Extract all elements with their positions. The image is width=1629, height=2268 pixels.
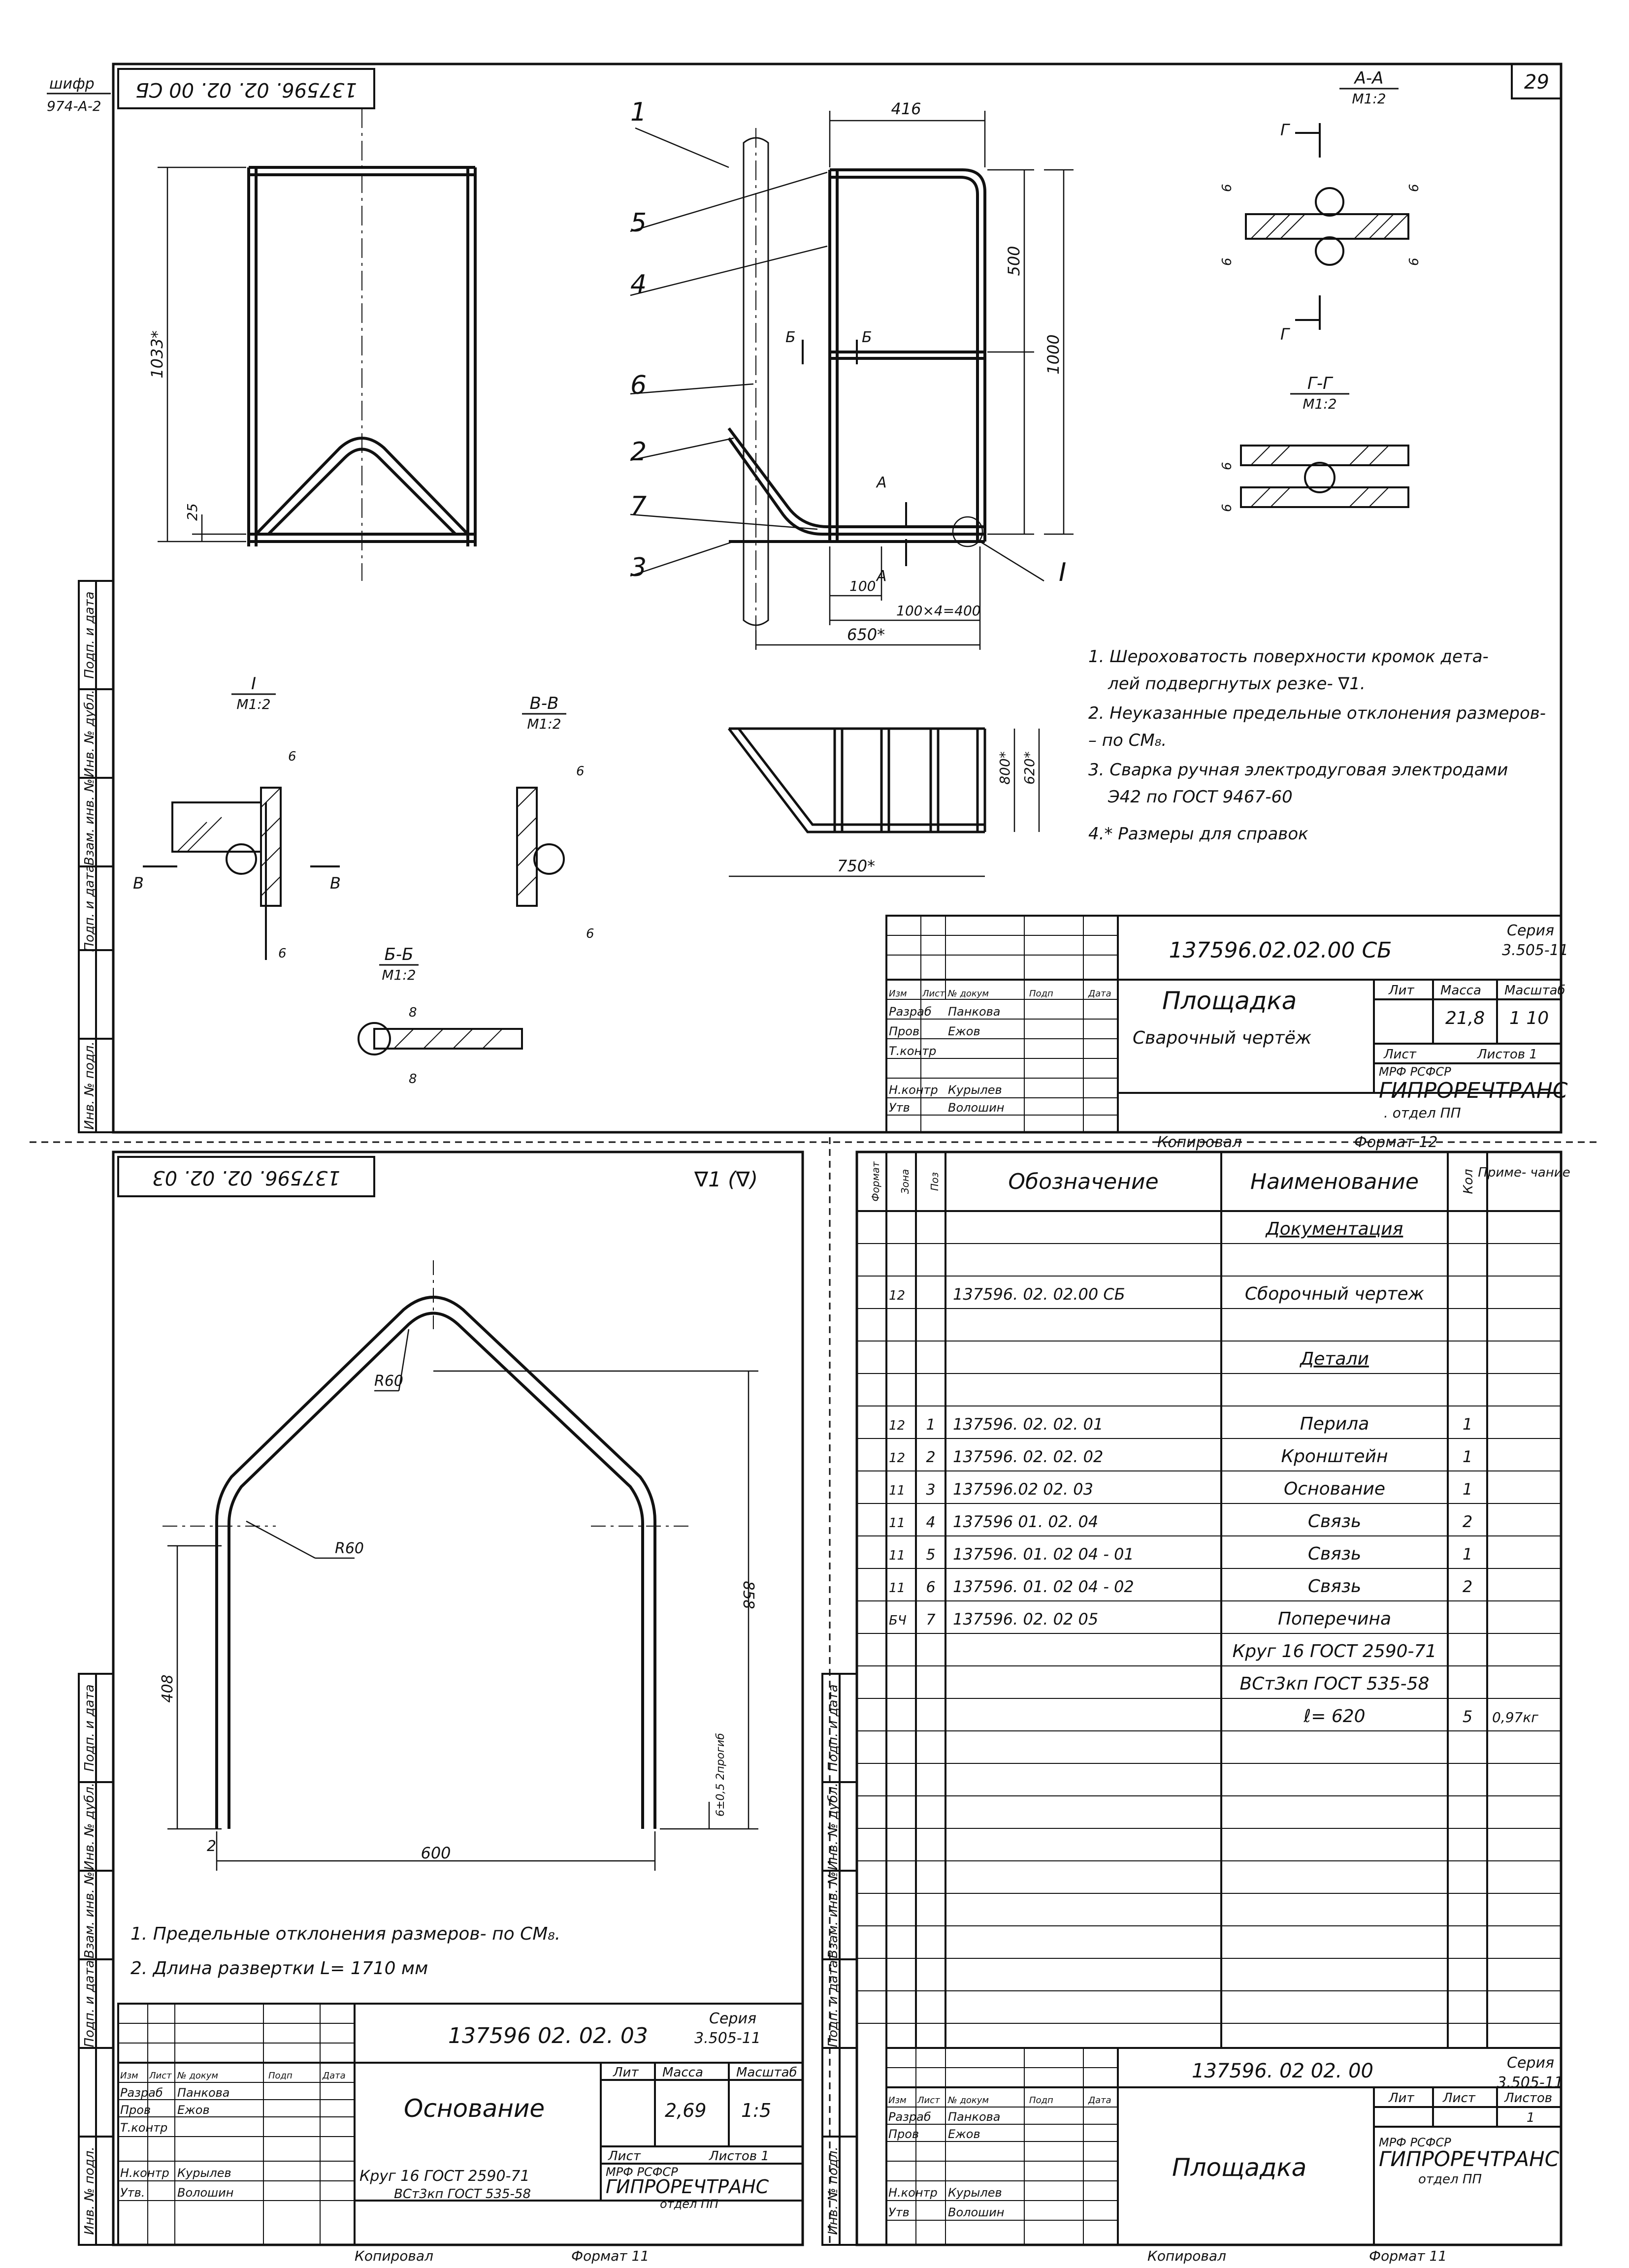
svg-text:1: 1 <box>1527 2110 1535 2125</box>
svg-text:6: 6 <box>576 764 585 779</box>
side-label: Подп. и дата <box>82 1960 97 2047</box>
spec-cell-name: Круг 16 ГОСТ 2590-71 <box>1232 1641 1437 1661</box>
svg-text:3.505-11: 3.505-11 <box>1502 942 1568 959</box>
svg-text:Т.контр: Т.контр <box>889 1044 937 1058</box>
svg-text:Пров: Пров <box>889 1024 920 1038</box>
svg-text:Наименование: Наименование <box>1250 1169 1419 1194</box>
spec-cell-des: 137596. 02. 02 05 <box>953 1610 1099 1629</box>
svg-text:Зона: Зона <box>899 1169 911 1194</box>
svg-text:6: 6 <box>1407 184 1422 192</box>
svg-text:Копировал: Копировал <box>355 2248 433 2264</box>
svg-text:3: 3 <box>630 553 647 582</box>
svg-text:Панкова: Панкова <box>177 2086 230 2100</box>
spec-cell-name: ℓ= 620 <box>1303 1706 1366 1726</box>
svg-text:Дата: Дата <box>1088 989 1111 999</box>
svg-text:№ докум: № докум <box>177 2071 219 2081</box>
dim-100x4: 100×4=400 <box>896 603 981 619</box>
spec-cell-name: Поперечина <box>1277 1609 1392 1629</box>
spec-cell-des: 137596. 01. 02 04 - 02 <box>953 1577 1134 1596</box>
svg-text:Т.контр: Т.контр <box>120 2121 168 2135</box>
svg-text:Лист: Лист <box>917 2095 940 2106</box>
svg-text:отдел ПП: отдел ПП <box>660 2197 719 2211</box>
cut-a-top: А <box>877 474 887 491</box>
svg-text:Поз: Поз <box>929 1172 941 1191</box>
svg-text:8: 8 <box>409 1072 417 1086</box>
spec-cell-des: 137596 01. 02. 04 <box>953 1512 1099 1531</box>
svg-text:Формат 11: Формат 11 <box>1369 2248 1447 2264</box>
svg-text:Ежов: Ежов <box>177 2103 210 2117</box>
side-label: Взам. инв. № <box>82 778 97 866</box>
side-label: Инв. № дубл. <box>82 690 97 777</box>
svg-text:137596. 02. 02. 03: 137596. 02. 02. 03 <box>152 1166 340 1189</box>
svg-text:Серия: Серия <box>709 2010 756 2027</box>
svg-text:ГИПРОРЕЧТРАНС: ГИПРОРЕЧТРАНС <box>1379 1078 1568 1103</box>
svg-text:6: 6 <box>1220 462 1235 470</box>
dim-500: 500 <box>1005 246 1023 276</box>
title-block-03 <box>118 2004 803 2264</box>
dim-800: 800* <box>997 751 1013 785</box>
spec-cell-qty: 5 <box>1462 1707 1473 1726</box>
svg-text:Г: Г <box>1280 325 1289 344</box>
svg-text:Дата: Дата <box>1088 2095 1111 2106</box>
svg-text:М1:2: М1:2 <box>1352 91 1386 107</box>
svg-text:Дата: Дата <box>323 2071 346 2081</box>
svg-text:6: 6 <box>278 946 287 961</box>
svg-text:Б-Б: Б-Б <box>384 945 414 964</box>
spec-cell-fmt: 11 <box>889 1516 906 1531</box>
svg-text:6: 6 <box>288 749 296 764</box>
front-view-dims <box>158 167 246 542</box>
dim-408: 408 <box>159 1674 176 1703</box>
svg-text:Изм: Изм <box>888 2095 907 2106</box>
section-bb <box>358 945 522 1086</box>
spec-cell-fmt: 12 <box>889 1451 906 1466</box>
svg-text:Э42 по ГОСТ 9467-60: Э42 по ГОСТ 9467-60 <box>1108 787 1293 807</box>
dim-650: 650* <box>847 625 885 644</box>
svg-text:I: I <box>251 674 257 694</box>
svg-text:6: 6 <box>1220 504 1235 512</box>
notes-sb <box>1088 647 1546 844</box>
svg-text:В-В: В-В <box>529 694 559 713</box>
base-dims <box>167 1329 758 1871</box>
spec-cell-pos: 4 <box>926 1514 936 1531</box>
svg-text:Разраб: Разраб <box>888 2110 931 2124</box>
svg-text:Курылев: Курылев <box>177 2166 231 2180</box>
svg-text:Ежов: Ежов <box>948 2127 980 2141</box>
svg-text:Волошин: Волошин <box>948 2205 1005 2219</box>
dim-1000: 1000 <box>1044 334 1063 375</box>
section-aa <box>1220 68 1422 344</box>
svg-text:Курылев: Курылев <box>948 2186 1002 2200</box>
stamp-03 <box>118 1157 374 1196</box>
side-label: Инв. № дубл. <box>82 1783 97 1870</box>
detail-i <box>133 674 341 961</box>
svg-text:– по СМ₈.: – по СМ₈. <box>1088 731 1167 750</box>
stamp-sb <box>118 69 374 108</box>
svg-text:Утв: Утв <box>888 2205 910 2219</box>
spec-cell-qty: 1 <box>1462 1447 1473 1466</box>
radius-60-top: R60 <box>374 1373 404 1390</box>
svg-text:шифр: шифр <box>49 75 95 93</box>
svg-text:2. Неуказанные предельные откл: 2. Неуказанные предельные отклонения размеров- <box>1088 703 1546 723</box>
title-block-sb <box>886 916 1568 1151</box>
cut-b-right: Б <box>862 329 872 346</box>
svg-text:Разраб: Разраб <box>889 1005 932 1019</box>
dim-2: 2 <box>207 1838 217 1855</box>
svg-text:Изм: Изм <box>120 2071 138 2081</box>
svg-text:ГИПРОРЕЧТРАНС: ГИПРОРЕЧТРАНС <box>606 2176 769 2198</box>
section-gg <box>1220 374 1408 512</box>
spec-cell-des: 137596. 01. 02 04 - 01 <box>953 1545 1134 1564</box>
notes-03 <box>130 1924 560 1979</box>
svg-text:Лист: Лист <box>149 2071 172 2081</box>
svg-text:А-А: А-А <box>1354 68 1384 88</box>
svg-text:Лит: Лит <box>1389 983 1414 998</box>
svg-text:Панкова: Панкова <box>948 2110 1001 2124</box>
svg-text:Ежов: Ежов <box>948 1024 980 1038</box>
spec-cell-name: Основание <box>1283 1479 1386 1499</box>
side-label: Инв. № дубл. <box>826 1783 841 1870</box>
spec-cell-qty: 1 <box>1462 1545 1473 1564</box>
side-label: Взам. инв. № <box>826 1871 841 1959</box>
spec-cell-fmt: 11 <box>889 1581 906 1596</box>
spec-cell-name: Детали <box>1300 1349 1369 1369</box>
spec-cell-fmt: 11 <box>889 1483 906 1498</box>
dim-1033: 1033* <box>148 330 166 379</box>
svg-text:МРФ РСФСР: МРФ РСФСР <box>606 2165 678 2179</box>
svg-text:8: 8 <box>409 1005 417 1020</box>
cut-marks <box>803 340 906 566</box>
page-number <box>1512 64 1561 98</box>
front-view <box>249 108 475 581</box>
svg-text:Утв: Утв <box>889 1101 910 1115</box>
svg-text:Лист: Лист <box>922 989 945 999</box>
spec-cell-qty: 1 <box>1462 1415 1473 1434</box>
dim-600: 600 <box>421 1844 451 1862</box>
svg-text:Копировал: Копировал <box>1147 2248 1226 2264</box>
svg-text:Н.контр: Н.контр <box>120 2166 169 2180</box>
svg-text:Листов 1: Листов 1 <box>1477 1047 1537 1062</box>
spec-cell-pos: 3 <box>926 1481 936 1499</box>
svg-text:Лит: Лит <box>613 2065 639 2080</box>
svg-text:ГИПРОРЕЧТРАНС: ГИПРОРЕЧТРАНС <box>1379 2147 1560 2171</box>
dim-620: 620* <box>1021 751 1038 785</box>
title-block-spec <box>886 2048 1564 2264</box>
cut-b-left: Б <box>785 329 796 346</box>
svg-text:2: 2 <box>630 437 647 467</box>
svg-text:лей подвергнутых резке- ∇1.: лей подвергнутых резке- ∇1. <box>1108 674 1366 694</box>
svg-text:Масштаб: Масштаб <box>736 2065 797 2080</box>
svg-text:Лит: Лит <box>1389 2091 1414 2106</box>
spec-cell-fmt: БЧ <box>889 1613 907 1628</box>
svg-text:Формат: Формат <box>870 1161 881 1202</box>
spec-cell-name: Документация <box>1266 1219 1403 1239</box>
svg-text:М1:2: М1:2 <box>236 696 271 712</box>
spec-headers <box>870 1161 1570 1201</box>
spec-cell-name: Перила <box>1300 1414 1369 1434</box>
side-labels <box>82 591 841 2235</box>
spec-cell-qty: 1 <box>1462 1480 1473 1499</box>
svg-text:29: 29 <box>1524 71 1549 94</box>
svg-text:137596. 02. 02. 00 СБ: 137596. 02. 02. 00 СБ <box>135 78 357 101</box>
side-view-post <box>744 128 768 635</box>
svg-text:Круг 16 ГОСТ 2590-71: Круг 16 ГОСТ 2590-71 <box>359 2168 530 2185</box>
svg-text:ВСт3кп ГОСТ 535-58: ВСт3кп ГОСТ 535-58 <box>394 2187 531 2202</box>
plan-dims <box>729 729 1039 876</box>
dim-750: 750* <box>837 857 876 875</box>
spec-cell-pos: 5 <box>926 1546 936 1564</box>
spec-cell-name: ВСт3кп ГОСТ 535-58 <box>1239 1674 1430 1694</box>
svg-text:В: В <box>330 874 341 893</box>
spec-cell-des: 137596.02 02. 03 <box>953 1480 1093 1499</box>
svg-text:Листов: Листов <box>1504 2091 1553 2106</box>
svg-text:Формат 12: Формат 12 <box>1354 1134 1438 1151</box>
svg-text:Масштаб: Масштаб <box>1504 983 1565 998</box>
svg-text:6: 6 <box>1407 257 1422 266</box>
spec-cell-fmt: 12 <box>889 1418 906 1433</box>
top-left-code <box>47 75 111 114</box>
side-view-dims <box>756 111 1074 650</box>
svg-text:137596 02. 02. 03: 137596 02. 02. 03 <box>448 2023 648 2048</box>
svg-text:Серия: Серия <box>1507 2054 1554 2072</box>
svg-text:Подп: Подп <box>1029 2095 1053 2106</box>
svg-text:6: 6 <box>1220 184 1235 192</box>
svg-text:Масса: Масса <box>662 2065 703 2080</box>
svg-text:Кол: Кол <box>1461 1169 1476 1194</box>
svg-text:Листов 1: Листов 1 <box>709 2149 769 2164</box>
spec-cell-fmt: 11 <box>889 1548 906 1563</box>
dim-100: 100 <box>849 578 876 594</box>
section-vv <box>517 694 594 941</box>
svg-text:Волошин: Волошин <box>948 1101 1005 1115</box>
base-part <box>163 1260 689 1829</box>
dim-416: 416 <box>891 99 921 118</box>
spec-cell-fmt: 12 <box>889 1288 906 1303</box>
svg-text:1 10: 1 10 <box>1509 1008 1549 1028</box>
svg-text:137596. 02 02. 00: 137596. 02 02. 00 <box>1192 2060 1373 2082</box>
plan-view <box>729 729 985 832</box>
svg-text:Лист: Лист <box>1443 2091 1475 2106</box>
spec-rows <box>889 1219 1538 1726</box>
side-label: Взам. инв. № <box>82 1871 97 1959</box>
side-label: Подп. и дата <box>82 1684 97 1772</box>
svg-text:Н.контр: Н.контр <box>888 2186 938 2200</box>
svg-text:Лист: Лист <box>1384 1047 1416 1062</box>
spec-cell-note: 0,97кг <box>1492 1709 1538 1725</box>
svg-text:М1:2: М1:2 <box>382 967 416 983</box>
svg-text:М1:2: М1:2 <box>1303 396 1337 412</box>
svg-text:137596.02.02.00 СБ: 137596.02.02.00 СБ <box>1169 938 1392 963</box>
svg-text:Изм: Изм <box>889 989 907 999</box>
svg-text:Копировал: Копировал <box>1157 1134 1242 1151</box>
side-label: Подп. и дата <box>826 1960 841 2047</box>
spec-cell-des: 137596. 02. 02. 01 <box>953 1415 1104 1434</box>
spec-cell-name: Связь <box>1307 1511 1362 1532</box>
spec-cell-pos: 7 <box>926 1611 936 1629</box>
svg-text:5: 5 <box>630 208 647 238</box>
svg-text:Сварочный чертёж: Сварочный чертёж <box>1133 1028 1312 1048</box>
cut-a-bottom: А <box>877 568 887 585</box>
spec-cell-des: 137596. 02. 02.00 СБ <box>953 1285 1125 1304</box>
side-label: Подп. и дата <box>82 591 97 679</box>
svg-text:МРФ РСФСР: МРФ РСФСР <box>1379 2136 1451 2149</box>
svg-text:№ докум: № докум <box>948 2095 989 2106</box>
spec-cell-name: Сборочный чертеж <box>1244 1284 1425 1304</box>
svg-text:1. Шероховатость поверхности к: 1. Шероховатость поверхности кромок дета- <box>1088 647 1489 667</box>
svg-text:6: 6 <box>1220 257 1235 266</box>
svg-text:Подп: Подп <box>268 2071 293 2081</box>
svg-text:2. Длина развертки L= 1710 мм: 2. Длина развертки L= 1710 мм <box>130 1958 428 1979</box>
svg-text:Серия: Серия <box>1507 922 1554 939</box>
dim-25: 25 <box>184 503 200 521</box>
svg-text:Панкова: Панкова <box>948 1005 1001 1019</box>
svg-text:Пров: Пров <box>120 2103 151 2117</box>
spec-cell-qty: 2 <box>1462 1577 1473 1596</box>
svg-text:Утв.: Утв. <box>120 2186 145 2200</box>
svg-text:МРФ РСФСР: МРФ РСФСР <box>1379 1065 1451 1079</box>
svg-text:Обозначение: Обозначение <box>1008 1169 1159 1194</box>
svg-text:Формат 11: Формат 11 <box>571 2248 650 2264</box>
svg-text:отдел ПП: отдел ПП <box>1418 2172 1482 2187</box>
spec-cell-pos: 2 <box>926 1449 936 1466</box>
spec-cell-qty: 2 <box>1462 1512 1473 1531</box>
svg-text:Курылев: Курылев <box>948 1083 1002 1097</box>
svg-text:. отдел ПП: . отдел ПП <box>1384 1105 1461 1121</box>
dim-858: 858 <box>740 1581 757 1609</box>
spec-cell-name: Связь <box>1307 1544 1362 1564</box>
side-label: Инв. № подл. <box>82 2146 97 2235</box>
side-label: Инв. № подл. <box>82 1041 97 1130</box>
svg-text:Основание: Основание <box>404 2094 545 2123</box>
spec-cell-pos: 6 <box>926 1579 936 1596</box>
svg-text:4.* Размеры для справок: 4.* Размеры для справок <box>1088 824 1308 844</box>
svg-text:В: В <box>133 874 144 893</box>
svg-text:Н.контр: Н.контр <box>889 1083 938 1097</box>
svg-text:I: I <box>1059 558 1067 587</box>
svg-text:Площадка: Площадка <box>1172 2153 1307 2182</box>
radius-60-left: R60 <box>335 1540 364 1557</box>
svg-text:№ докум: № докум <box>948 989 989 999</box>
roughness-mark: ∇1 (∇) <box>694 1167 758 1191</box>
side-label: Инв. № подл. <box>826 2146 841 2235</box>
svg-text:Г: Г <box>1280 121 1289 139</box>
svg-text:6: 6 <box>586 926 594 941</box>
svg-text:1: 1 <box>630 97 647 127</box>
svg-text:2,69: 2,69 <box>665 2100 707 2121</box>
svg-text:Площадка: Площадка <box>1162 987 1297 1015</box>
side-label: Подп. и дата <box>826 1684 841 1772</box>
svg-text:3.505-11: 3.505-11 <box>694 2030 761 2047</box>
dim-flatness: 6±0,5 2прогиб <box>715 1733 727 1817</box>
spec-cell-pos: 1 <box>926 1416 936 1434</box>
svg-text:1. Предельные отклонения разме: 1. Предельные отклонения размеров- по СМ₈. <box>130 1924 561 1944</box>
svg-text:Пров: Пров <box>888 2127 919 2141</box>
side-label: Подп. и дата <box>82 864 97 952</box>
svg-text:Подп: Подп <box>1029 989 1053 999</box>
note-header: Приме- чание <box>1478 1165 1570 1180</box>
svg-text:6: 6 <box>630 371 647 400</box>
svg-text:21,8: 21,8 <box>1445 1008 1485 1028</box>
spec-cell-name: Кронштейн <box>1281 1446 1388 1467</box>
svg-text:3.505-11: 3.505-11 <box>1497 2074 1564 2091</box>
svg-text:1:5: 1:5 <box>741 2100 772 2121</box>
svg-text:7: 7 <box>630 491 647 521</box>
spec-cell-name: Связь <box>1307 1576 1362 1597</box>
svg-text:974-А-2: 974-А-2 <box>47 98 101 114</box>
svg-text:3. Сварка ручная электродугова: 3. Сварка ручная электродуговая электродами <box>1088 760 1508 780</box>
svg-text:Г-Г: Г-Г <box>1307 374 1333 393</box>
svg-text:4: 4 <box>630 270 647 299</box>
svg-text:Масса: Масса <box>1440 983 1481 998</box>
svg-text:М1:2: М1:2 <box>527 716 561 732</box>
svg-text:Волошин: Волошин <box>177 2186 234 2200</box>
svg-text:Разраб: Разраб <box>120 2086 163 2100</box>
svg-text:Лист: Лист <box>608 2149 641 2164</box>
spec-cell-des: 137596. 02. 02. 02 <box>953 1447 1104 1466</box>
